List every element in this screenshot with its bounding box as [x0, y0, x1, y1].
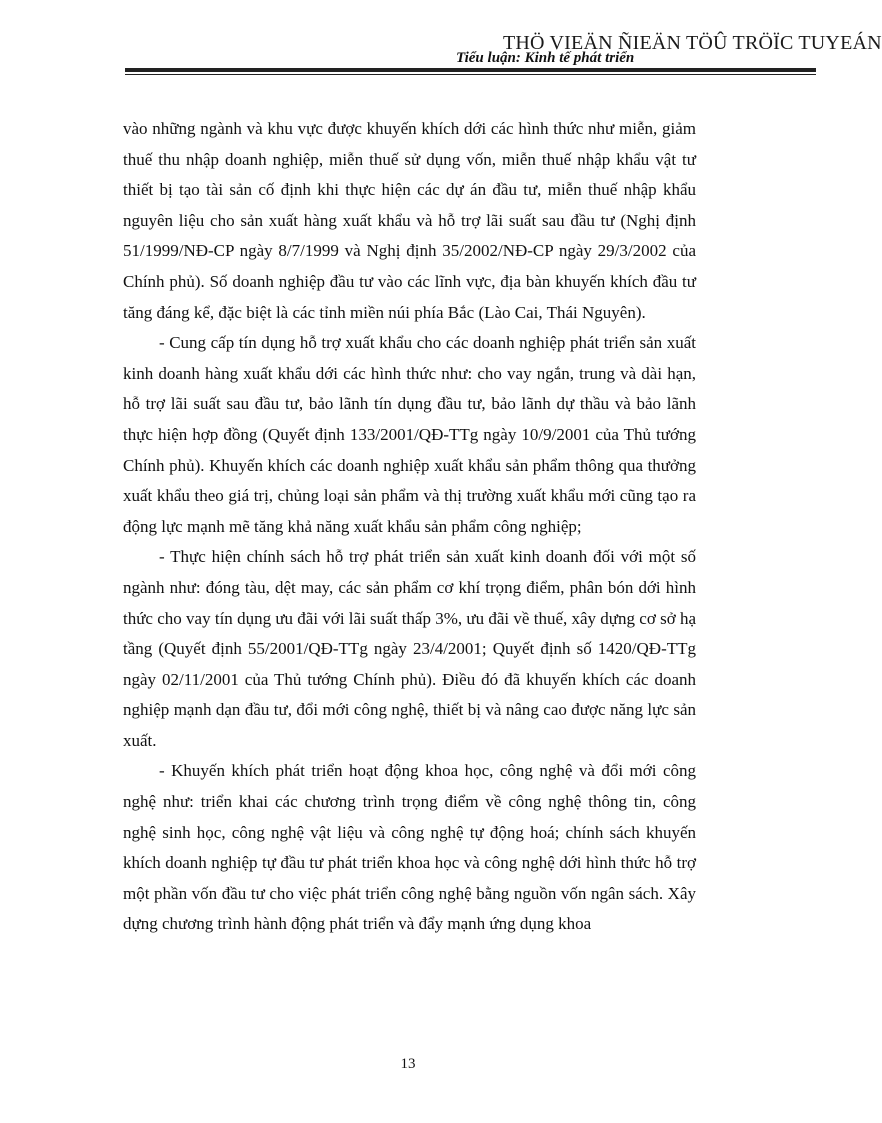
- header-rule: [125, 68, 816, 72]
- paragraph-continuation: vào những ngành và khu vực được khuyến khích dới các hình thức như miễn, giảm thuế thu nhập doanh nghiệp, miễn thuế sử dụng vốn, miễn thuế nhập khẩu vật tư thiết bị tạo tài sản cố định khi thực hiện các dự án đầu tư, miễn thuế nhập khẩu nguyên liệu cho sản xuất hàng xuất khẩu và hỗ trợ lãi suất sau đầu tư (Nghị định 51/1999/NĐ-CP ngày 8/7/1999 và Nghị định 35/2002/NĐ-CP ngày 29/3/2002 của Chính phủ). Số doanh nghiệp đầu tư vào các lĩnh vực, địa bàn khuyến khích đầu tư tăng đáng kể, đặc biệt là các tỉnh miền núi phía Bắc (Lào Cai, Thái Nguyên).: [123, 119, 696, 322]
- paragraph-science-technology: - Khuyến khích phát triển hoạt động khoa học, công nghệ và đổi mới công nghệ như: triển khai các chương trình trọng điểm về công nghệ thông tin, công nghệ sinh học, công nghệ vật liệu và công nghệ tự động hoá; chính sách khuyến khích doanh nghiệp tự đầu tư phát triển khoa học và công nghệ dới hình thức hỗ trợ một phần vốn đầu tư cho việc phát triển công nghệ bằng nguồn vốn ngân sách. Xây dựng chương trình hành động phát triển và đẩy mạnh ứng dụng khoa: [123, 761, 696, 934]
- page-number: 13: [400, 1056, 416, 1072]
- header-title: Tiểu luận: Kinh tế phát triển: [456, 50, 635, 66]
- header-watermark: THÖ VIEÄN ÑIEÄN TÖÛ TRÖÏC TUYEÁN: [503, 32, 882, 54]
- paragraph-export-credit: - Cung cấp tín dụng hỗ trợ xuất khẩu cho các doanh nghiệp phát triển sản xuất kinh doanh hàng xuất khẩu dới các hình thức như: cho vay ngắn, trung và dài hạn, hỗ trợ lãi suất sau đầu tư, bảo lãnh tín dụng đầu tư, bảo lãnh dự thầu và bảo lãnh thực hiện hợp đồng (Quyết định 133/2001/QĐ-TTg ngày 10/9/2001 của Thủ tướng Chính phủ). Khuyến khích các doanh nghiệp xuất khẩu sản phẩm thông qua thưởng xuất khẩu theo giá trị, chủng loại sản phẩm và thị trường xuất khẩu mới cũng tạo ra động lực mạnh mẽ tăng khả năng xuất khẩu sản phẩm công nghiệp;: [123, 333, 696, 536]
- header-rule-thin: [125, 74, 816, 75]
- paragraph-industry-support: - Thực hiện chính sách hỗ trợ phát triển sản xuất kinh doanh đối với một số ngành như: đóng tàu, dệt may, các sản phẩm cơ khí trọng điểm, phân bón dới hình thức cho vay tín dụng ưu đãi với lãi suất thấp 3%, ưu đãi về thuế, xây dựng cơ sở hạ tầng (Quyết định 55/2001/QĐ-TTg ngày 23/4/2001; Quyết định số 1420/QĐ-TTg ngày 02/11/2001 của Thủ tướng Chính phủ). Điều đó đã khuyến khích các doanh nghiệp mạnh dạn đầu tư, đổi mới công nghệ, thiết bị và nâng cao được năng lực sản xuất.: [123, 547, 696, 750]
- document-body: [123, 114, 696, 940]
